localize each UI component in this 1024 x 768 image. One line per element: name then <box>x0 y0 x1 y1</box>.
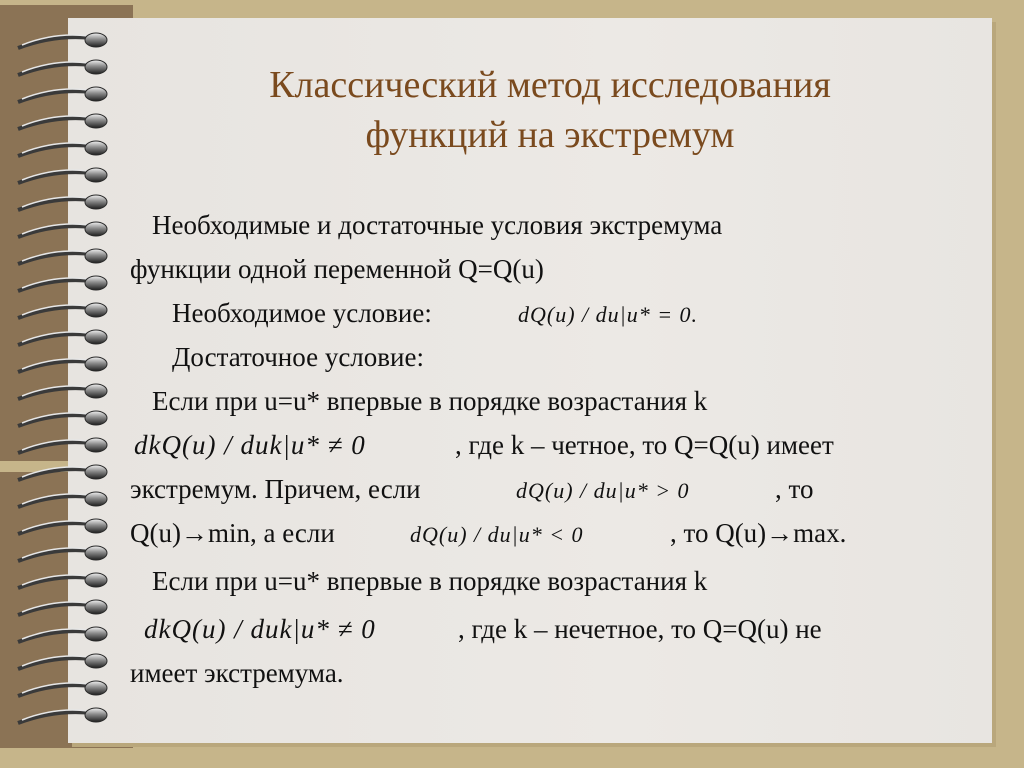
spiral-coil-ring <box>85 357 107 371</box>
spiral-coil-ring <box>85 546 107 560</box>
spiral-coil-ring <box>85 654 107 668</box>
case-odd-line-3: имеет экстремума. <box>130 658 344 688</box>
spiral-coil-ring <box>85 195 107 209</box>
spiral-coil-ring <box>85 276 107 290</box>
case-even-formula: dkQ(u) / duk|u* ≠ 0 <box>134 430 366 460</box>
spiral-coil-ring <box>85 249 107 263</box>
case-even-line-3-end: , то <box>775 474 814 504</box>
intro-line-2: функции одной переменной Q=Q(u) <box>130 254 544 284</box>
case-odd-line-1: Если при u=u* впервые в порядке возрастания k <box>152 566 708 596</box>
case-even-line-2: , где k – четное, то Q=Q(u) имеет <box>455 430 834 460</box>
case-even-line-3: экстремум. Причем, если <box>130 474 421 504</box>
spiral-coil-ring <box>85 384 107 398</box>
intro-line-1: Необходимые и достаточные условия экстремума <box>152 210 723 240</box>
spiral-coil-ring <box>85 60 107 74</box>
spiral-coil-ring <box>85 168 107 182</box>
spiral-coil-ring <box>85 33 107 47</box>
spiral-coil-ring <box>85 438 107 452</box>
spiral-coil-ring <box>85 114 107 128</box>
spiral-coil-ring <box>85 600 107 614</box>
max-condition-formula: dQ(u) / du|u* < 0 <box>410 522 584 547</box>
min-condition-formula: dQ(u) / du|u* > 0 <box>516 478 690 503</box>
case-odd-formula: dkQ(u) / duk|u* ≠ 0 <box>144 614 376 644</box>
sufficient-label: Достаточное условие: <box>172 342 424 372</box>
case-even-line-1: Если при u=u* впервые в порядке возрастания k <box>152 386 708 416</box>
spiral-coil-ring <box>85 573 107 587</box>
spiral-coil-ring <box>85 519 107 533</box>
spiral-coil-ring <box>85 465 107 479</box>
spiral-coil-ring <box>85 411 107 425</box>
spiral-coil-ring <box>85 303 107 317</box>
case-odd-line-2: , где k – нечетное, то Q=Q(u) не <box>458 614 822 644</box>
spiral-coil-ring <box>85 141 107 155</box>
spiral-binding <box>0 0 120 768</box>
slide-title <box>140 60 960 160</box>
necessary-formula: dQ(u) / du|u* = 0. <box>518 302 699 327</box>
case-even-line-4: Q(u)→min, а если <box>130 518 335 548</box>
spiral-coil-ring <box>85 330 107 344</box>
necessary-label: Необходимое условие: <box>172 298 432 328</box>
spiral-coil-ring <box>85 681 107 695</box>
spiral-coil-ring <box>85 222 107 236</box>
case-even-line-4-end: , то Q(u)→max. <box>670 518 847 548</box>
spiral-coil-ring <box>85 708 107 722</box>
spiral-coil-ring <box>85 87 107 101</box>
spiral-coil-ring <box>85 627 107 641</box>
spiral-coil-ring <box>85 492 107 506</box>
title-line-1: Классический метод исследования <box>269 64 831 106</box>
title-line-2: функций на экстремум <box>365 114 735 156</box>
